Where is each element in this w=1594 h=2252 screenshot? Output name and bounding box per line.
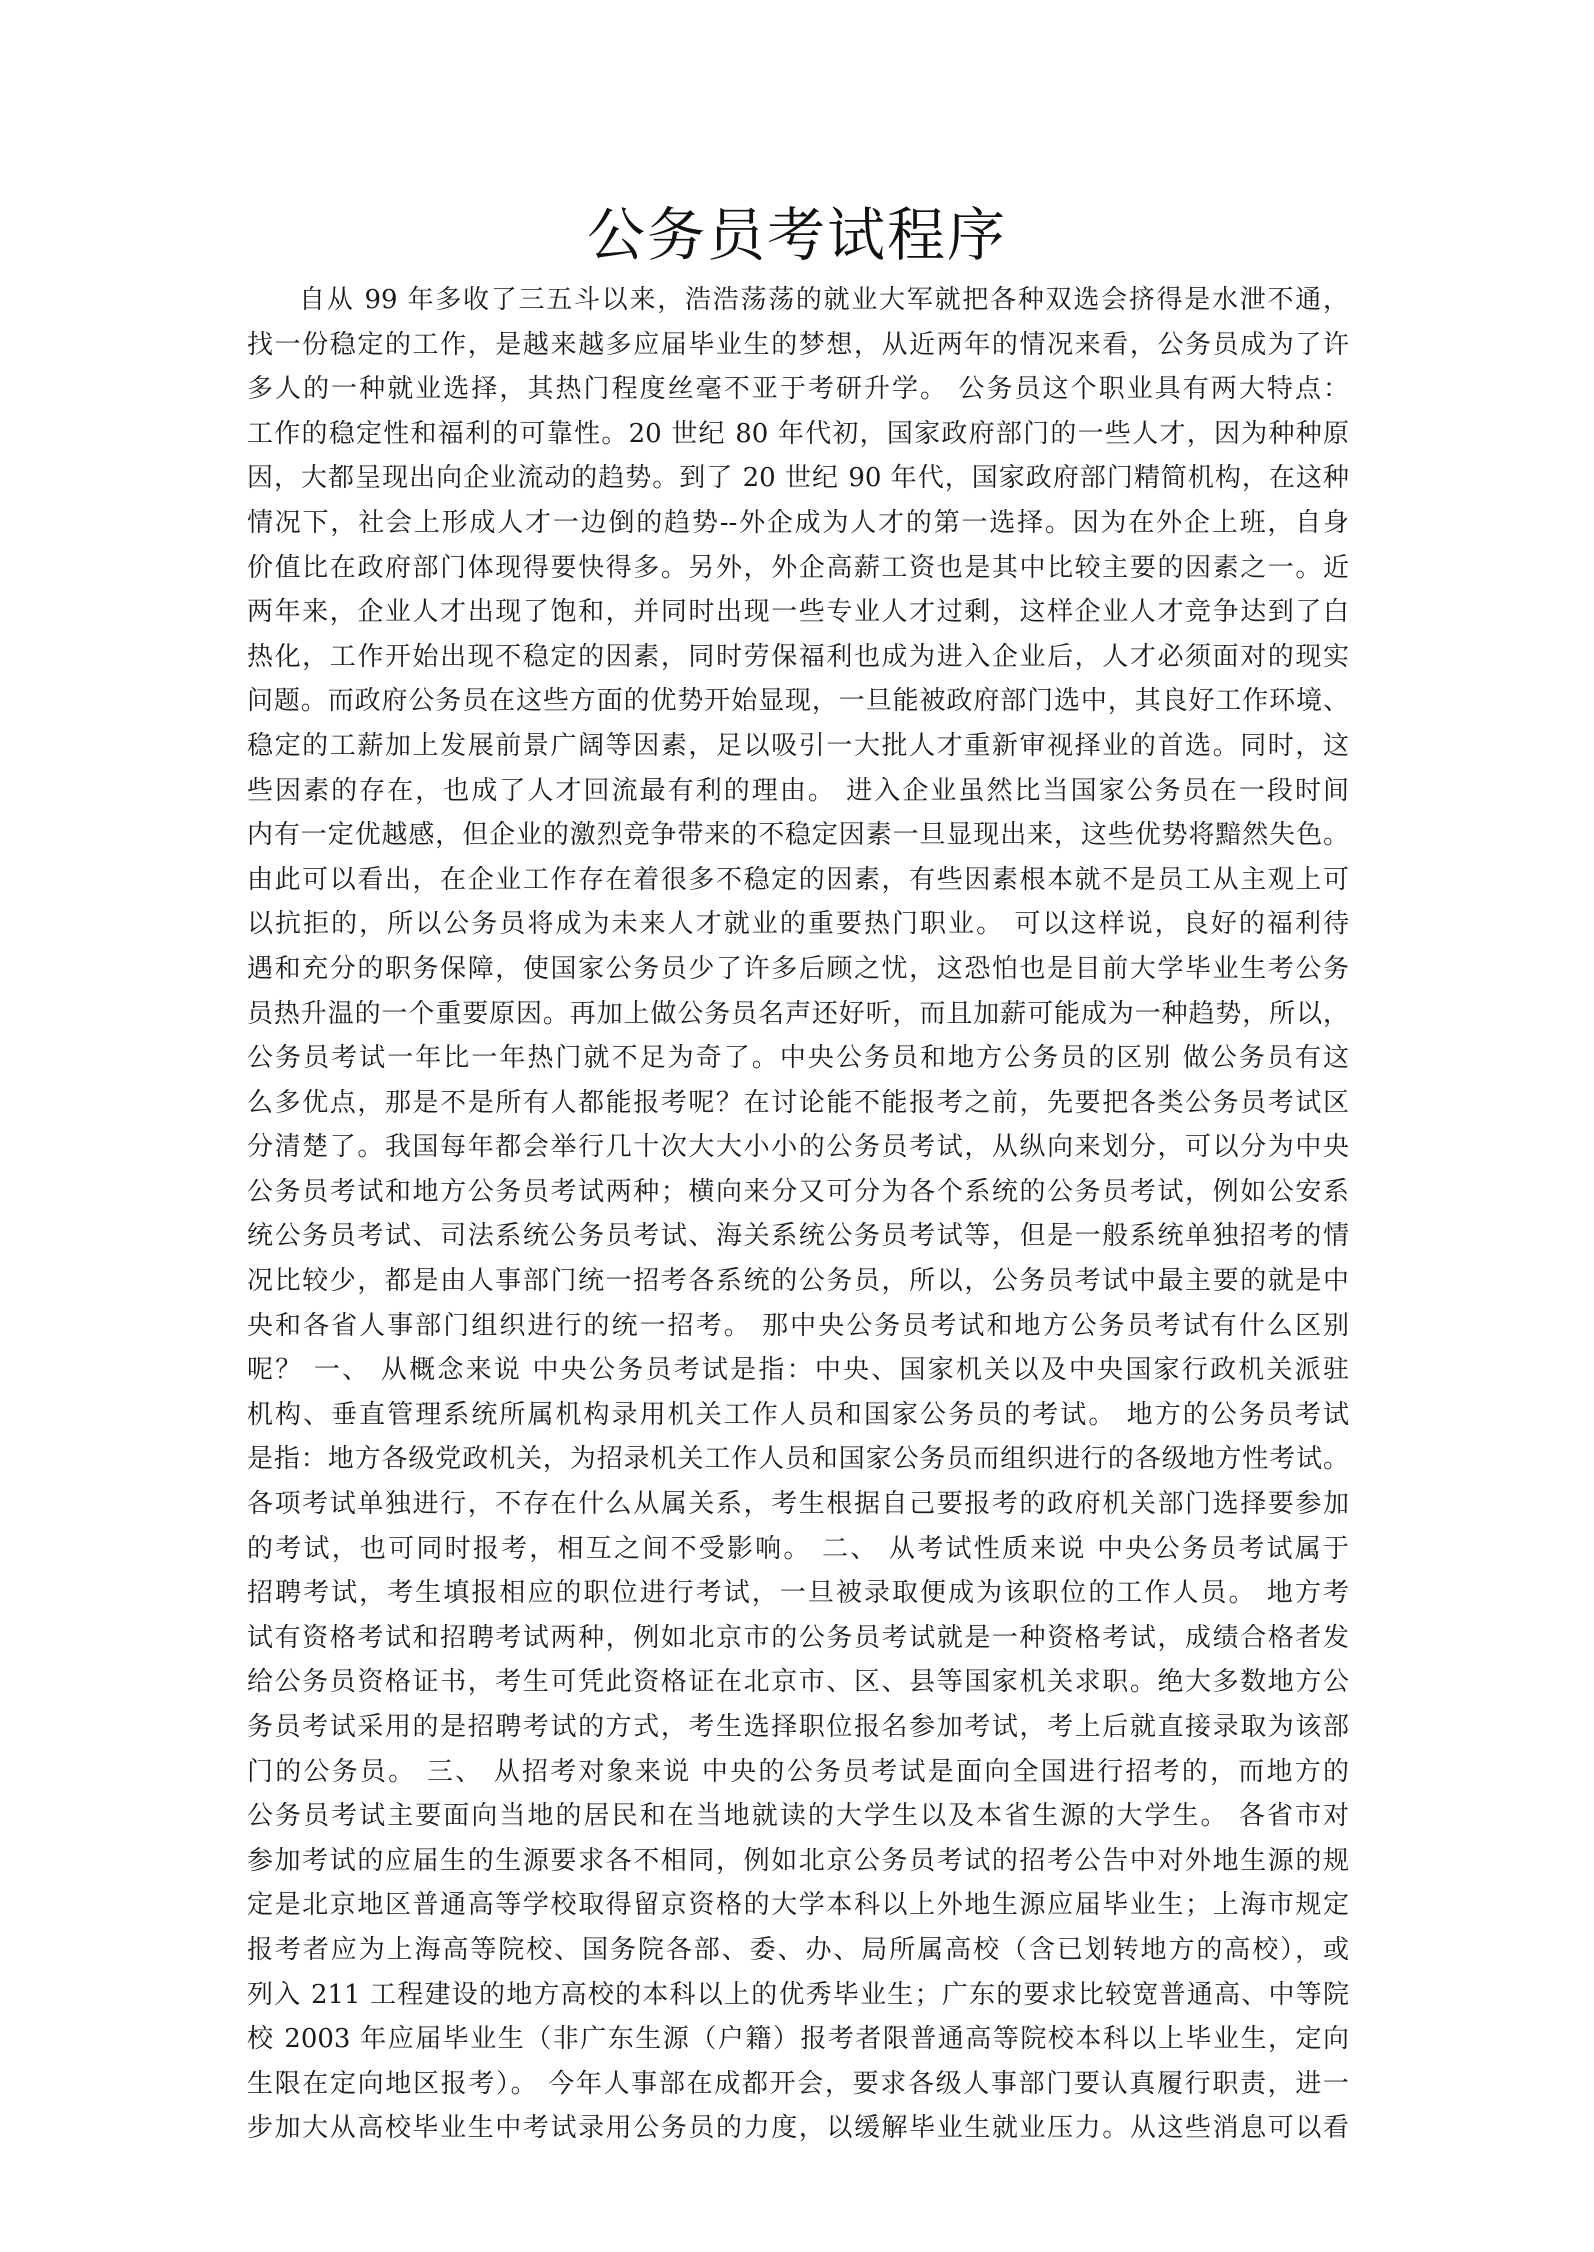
- body-line: 找一份稳定的工作，是越来越多应届毕业生的梦想，从近两年的情况来看，公务员成为了许: [247, 329, 1349, 360]
- body-line: 况比较少，都是由人事部门统一招考各系统的公务员，所以，公务员考试中最主要的就是中: [247, 1266, 1349, 1297]
- body-line: 公务员考试主要面向当地的居民和在当地就读的大学生以及本省生源的大学生。 各省市对: [247, 1801, 1349, 1832]
- body-line: 校 2003 年应届毕业生（非广东生源（户籍）报考者限普通高等院校本科以上毕业生，定向: [247, 2024, 1349, 2055]
- body-line: 试有资格考试和招聘考试两种，例如北京市的公务员考试就是一种资格考试，成绩合格者发: [247, 1622, 1349, 1653]
- body-line: 公务员考试和地方公务员考试两种；横向来分又可分为各个系统的公务员考试，例如公安系: [247, 1176, 1349, 1207]
- body-line: 问题。而政府公务员在这些方面的优势开始显现，一旦能被政府部门选中，其良好工作环境、: [247, 686, 1349, 717]
- body-line: 务员考试采用的是招聘考试的方式，考生选择职位报名参加考试，考上后就直接录取为该部: [247, 1712, 1349, 1742]
- document-title: 公务员考试程序: [586, 201, 1007, 269]
- body-line: 分清楚了。我国每年都会举行几十次大大小小的公务员考试，从纵向来划分，可以分为中央: [247, 1132, 1349, 1163]
- body-line: 报考者应为上海高等院校、国务院各部、委、办、局所属高校（含已划转地方的高校），或: [247, 1934, 1349, 1965]
- body-line: 以抗拒的，所以公务员将成为未来人才就业的重要热门职业。 可以这样说，良好的福利待: [247, 909, 1349, 940]
- body-line: 遇和充分的职务保障，使国家公务员少了许多后顾之忧，这恐怕也是目前大学毕业生考公务: [247, 953, 1349, 984]
- body-line: 么多优点，那是不是所有人都能报考呢？在讨论能不能报考之前，先要把各类公务员考试区: [247, 1087, 1349, 1118]
- body-line: 参加考试的应届生的生源要求各不相同，例如北京公务员考试的招考公告中对外地生源的规: [247, 1845, 1349, 1876]
- body-line: 稳定的工薪加上发展前景广阔等因素，足以吸引一大批人才重新审视择业的首选。同时，这: [247, 730, 1349, 761]
- body-line: 列入 211 工程建设的地方高校的本科以上的优秀毕业生；广东的要求比较宽普通高、中等院: [247, 1979, 1349, 2010]
- body-line: 多人的一种就业选择，其热门程度丝毫不亚于考研升学。 公务员这个职业具有两大特点：: [247, 374, 1349, 405]
- body-line: 些因素的存在，也成了人才回流最有利的理由。 进入企业虽然比当国家公务员在一段时间: [247, 775, 1349, 806]
- body-line: 步加大从高校毕业生中考试录用公务员的力度，以缓解毕业生就业压力。从这些消息可以看: [247, 2113, 1349, 2144]
- document-body: [247, 278, 1349, 2151]
- body-line: 内有一定优越感，但企业的激烈竞争带来的不稳定因素一旦显现出来，这些优势将黯然失色。: [247, 820, 1349, 851]
- body-line: 招聘考试，考生填报相应的职位进行考试，一旦被录取便成为该职位的工作人员。 地方考: [247, 1578, 1349, 1609]
- body-line: 由此可以看出，在企业工作存在着很多不稳定的因素，有些因素根本就不是员工从主观上可: [247, 864, 1349, 895]
- body-line: 两年来，企业人才出现了饱和，并同时出现一些专业人才过剩，这样企业人才竞争达到了白: [247, 597, 1349, 628]
- body-line: 呢？ 一、 从概念来说 中央公务员考试是指：中央、国家机关以及中央国家行政机关派驻: [247, 1355, 1349, 1386]
- body-line: 各项考试单独进行，不存在什么从属关系，考生根据自己要报考的政府机关部门选择要参加: [247, 1489, 1349, 1520]
- body-line: 因，大都呈现出向企业流动的趋势。到了 20 世纪 90 年代，国家政府部门精简机构，在这种: [247, 463, 1349, 494]
- body-line: 定是北京地区普通高等学校取得留京资格的大学本科以上外地生源应届毕业生；上海市规定: [247, 1890, 1349, 1921]
- body-line: 价值比在政府部门体现得要快得多。另外，外企高薪工资也是其中比较主要的因素之一。近: [247, 552, 1349, 583]
- body-line: 工作的稳定性和福利的可靠性。20 世纪 80 年代初，国家政府部门的一些人才，因为种种原: [247, 418, 1349, 449]
- body-line: 的考试，也可同时报考，相互之间不受影响。 二、 从考试性质来说 中央公务员考试属于: [247, 1533, 1349, 1564]
- body-line: 员热升温的一个重要原因。再加上做公务员名声还好听，而且加薪可能成为一种趋势，所以，: [247, 998, 1349, 1029]
- body-line: 给公务员资格证书，考生可凭此资格证在北京市、区、县等国家机关求职。绝大多数地方公: [247, 1667, 1349, 1698]
- body-line: 央和各省人事部门组织进行的统一招考。 那中央公务员考试和地方公务员考试有什么区别: [247, 1310, 1349, 1341]
- body-line: 生限在定向地区报考）。 今年人事部在成都开会，要求各级人事部门要认真履行职责，进一: [247, 2068, 1349, 2099]
- body-line: 自从 99 年多收了三五斗以来，浩浩荡荡的就业大军就把各种双选会挤得是水泄不通，: [299, 285, 1349, 315]
- body-line: 热化，工作开始出现不稳定的因素，同时劳保福利也成为进入企业后，人才必须面对的现实: [247, 641, 1349, 672]
- body-line: 是指：地方各级党政机关，为招录机关工作人员和国家公务员而组织进行的各级地方性考试。: [247, 1444, 1349, 1475]
- body-line: 情况下，社会上形成人才一边倒的趋势--外企成为人才的第一选择。因为在外企上班，自身: [247, 507, 1349, 538]
- body-line: 机构、垂直管理系统所属机构录用机关工作人员和国家公务员的考试。 地方的公务员考试: [247, 1399, 1349, 1430]
- body-line: 统公务员考试、司法系统公务员考试、海关系统公务员考试等，但是一般系统单独招考的情: [247, 1221, 1349, 1252]
- body-line: 门的公务员。 三、 从招考对象来说 中央的公务员考试是面向全国进行招考的，而地方的: [247, 1756, 1349, 1787]
- body-line: 公务员考试一年比一年热门就不足为奇了。中央公务员和地方公务员的区别 做公务员有这: [247, 1043, 1349, 1074]
